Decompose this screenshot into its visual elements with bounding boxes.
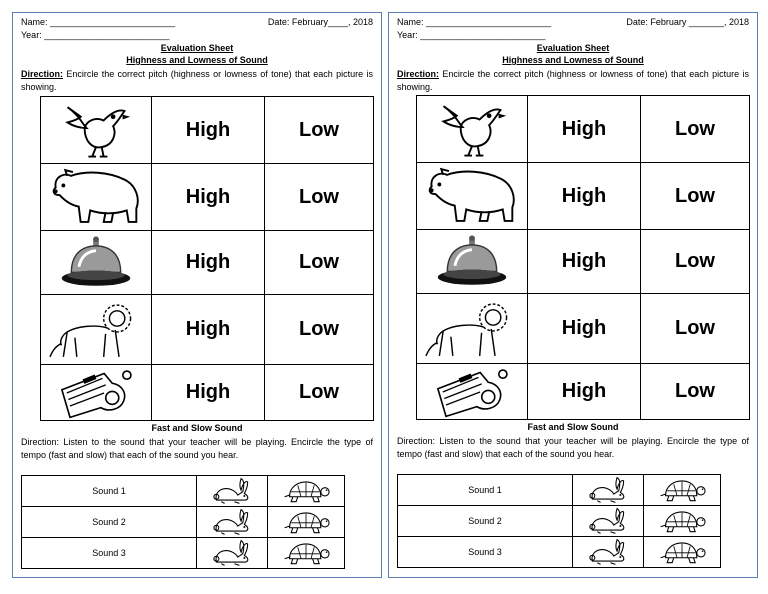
table-row	[41, 231, 374, 295]
turtle-icon	[280, 539, 332, 567]
sheet-title: Evaluation Sheet	[536, 43, 610, 53]
bird-icon	[58, 99, 134, 161]
turtle-icon	[280, 508, 332, 536]
rabbit-icon	[210, 508, 254, 536]
slow-option[interactable]	[268, 476, 345, 507]
low-option[interactable]: Low	[641, 230, 750, 294]
picture-cell	[417, 364, 528, 420]
picture-cell	[41, 231, 152, 295]
direction-tempo: Direction: Listen to the sound that your teacher will be playing. Encircle the type of tempo (fast and slow) that each of the sound you hear.	[21, 437, 373, 460]
high-option[interactable]: High	[528, 163, 641, 230]
date-field: Date: February____, 2018	[267, 17, 373, 27]
table-row	[417, 364, 750, 420]
direction-pitch	[21, 68, 373, 94]
slow-option[interactable]	[268, 507, 345, 538]
slow-option[interactable]	[644, 506, 721, 537]
table-row	[22, 507, 345, 538]
sheet-subtitle: Highness and Lowness of Sound	[502, 55, 644, 65]
section-title-tempo: Fast and Slow Sound	[527, 422, 619, 432]
date-field: Date: February _______, 2018	[626, 17, 749, 27]
sound-label: Sound 3	[22, 538, 197, 569]
pitch-table	[416, 95, 750, 420]
table-row	[398, 475, 721, 506]
high-option[interactable]: High	[152, 231, 265, 295]
bell-icon	[434, 235, 510, 289]
high-option[interactable]: High	[528, 294, 641, 364]
lion-icon	[48, 299, 144, 361]
rabbit-icon	[586, 538, 630, 566]
year-field: Year: _________________________	[397, 30, 546, 40]
rabbit-icon	[210, 477, 254, 505]
picture-cell	[41, 97, 152, 164]
table-row	[22, 538, 345, 569]
picture-cell	[417, 96, 528, 163]
direction-tempo: Direction: Listen to the sound that your teacher will be playing. Encircle the type of tempo (fast and slow) that each of the sound you hear.	[397, 436, 749, 459]
evaluation-sheet-left	[12, 12, 382, 578]
low-option[interactable]: Low	[265, 295, 374, 365]
turtle-icon	[656, 538, 708, 566]
low-option[interactable]: Low	[641, 96, 750, 163]
table-row	[41, 97, 374, 164]
pitch-table	[40, 96, 374, 421]
table-row	[417, 163, 750, 230]
table-row	[398, 506, 721, 537]
high-option[interactable]: High	[152, 97, 265, 164]
tempo-table	[397, 474, 721, 568]
low-option[interactable]: Low	[265, 164, 374, 231]
table-row	[417, 96, 750, 163]
turtle-icon	[656, 476, 708, 504]
high-option[interactable]: High	[152, 365, 265, 421]
whistle-icon	[51, 367, 141, 419]
name-field: Name: _________________________	[397, 17, 552, 27]
picture-cell	[41, 365, 152, 421]
fast-option[interactable]	[573, 475, 644, 506]
direction-text: Encircle the correct pitch (highness or lowness of tone) that each picture is showing.	[397, 69, 749, 92]
sound-label: Sound 2	[398, 506, 573, 537]
whistle-icon	[427, 366, 517, 418]
rabbit-icon	[210, 539, 254, 567]
bear-icon	[424, 165, 520, 227]
slow-option[interactable]	[644, 537, 721, 568]
fast-option[interactable]	[197, 507, 268, 538]
low-option[interactable]: Low	[641, 163, 750, 230]
turtle-icon	[280, 477, 332, 505]
table-row	[41, 365, 374, 421]
sheet-subtitle: Highness and Lowness of Sound	[126, 55, 268, 65]
sound-label: Sound 1	[22, 476, 197, 507]
table-row	[22, 476, 345, 507]
bear-icon	[48, 166, 144, 228]
sheet-title: Evaluation Sheet	[160, 43, 234, 53]
table-row	[398, 537, 721, 568]
sound-label: Sound 1	[398, 475, 573, 506]
table-row	[417, 230, 750, 294]
tempo-table	[21, 475, 345, 569]
sound-label: Sound 2	[22, 507, 197, 538]
table-row	[41, 295, 374, 365]
low-option[interactable]: Low	[265, 231, 374, 295]
bell-icon	[58, 236, 134, 290]
slow-option[interactable]	[268, 538, 345, 569]
picture-cell	[41, 295, 152, 365]
direction-text: Encircle the correct pitch (highness or lowness of tone) that each picture is showing.	[21, 69, 373, 92]
picture-cell	[41, 164, 152, 231]
section-title-tempo: Fast and Slow Sound	[151, 423, 243, 433]
sound-label: Sound 3	[398, 537, 573, 568]
high-option[interactable]: High	[528, 230, 641, 294]
fast-option[interactable]	[197, 476, 268, 507]
fast-option[interactable]	[197, 538, 268, 569]
direction-label: Direction:	[21, 69, 64, 79]
table-row	[417, 294, 750, 364]
fast-option[interactable]	[573, 537, 644, 568]
high-option[interactable]: High	[152, 164, 265, 231]
picture-cell	[417, 163, 528, 230]
bird-icon	[434, 98, 510, 160]
table-row	[41, 164, 374, 231]
direction-pitch	[397, 68, 749, 94]
high-option[interactable]: High	[152, 295, 265, 365]
evaluation-sheet-right	[388, 12, 758, 578]
year-field: Year: _________________________	[21, 30, 170, 40]
low-option[interactable]: Low	[265, 365, 374, 421]
fast-option[interactable]	[573, 506, 644, 537]
picture-cell	[417, 230, 528, 294]
low-option[interactable]: Low	[265, 97, 374, 164]
turtle-icon	[656, 507, 708, 535]
slow-option[interactable]	[644, 475, 721, 506]
lion-icon	[424, 298, 520, 360]
direction-label: Direction:	[397, 69, 440, 79]
picture-cell	[417, 294, 528, 364]
high-option[interactable]: High	[528, 364, 641, 420]
high-option[interactable]: High	[528, 96, 641, 163]
name-field: Name: _________________________	[21, 17, 176, 27]
low-option[interactable]: Low	[641, 294, 750, 364]
rabbit-icon	[586, 476, 630, 504]
low-option[interactable]: Low	[641, 364, 750, 420]
rabbit-icon	[586, 507, 630, 535]
